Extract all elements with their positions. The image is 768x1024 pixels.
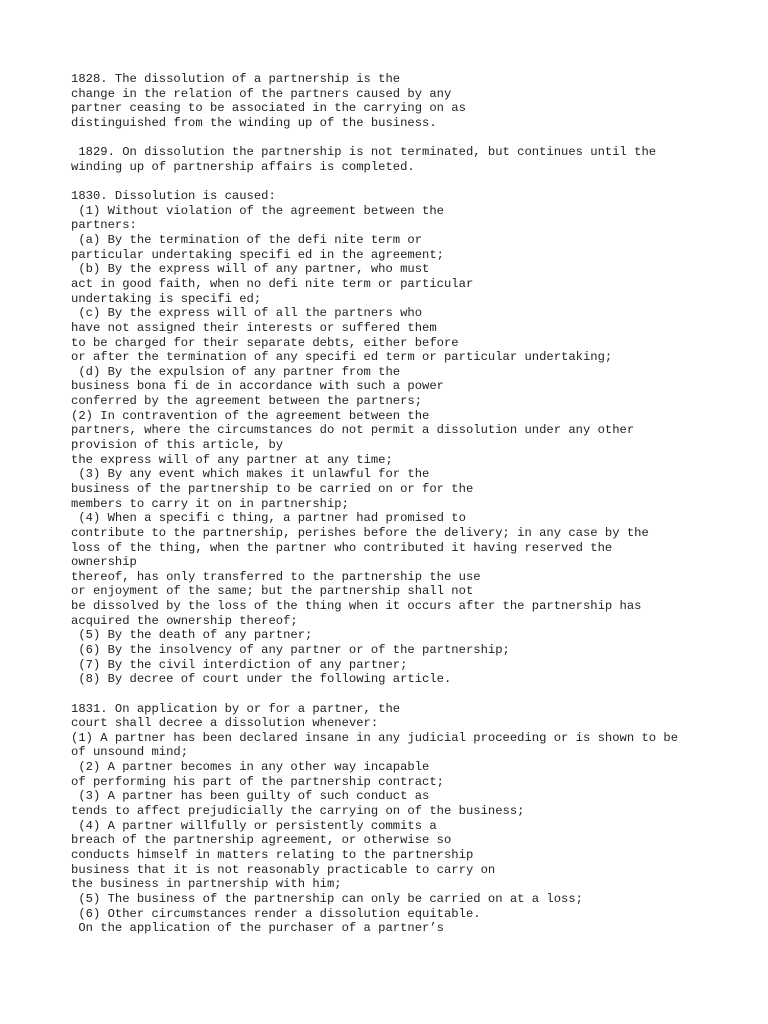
- text-line: court shall decree a dissolution whenever:: [71, 716, 379, 731]
- text-line: tends to affect prejudicially the carrying on of the business;: [71, 804, 525, 819]
- text-line: partners, where the circumstances do not permit a dissolution under any other: [71, 423, 635, 438]
- text-line: loss of the thing, when the partner who contributed it having reserved the: [71, 540, 613, 555]
- text-line: (2) A partner becomes in any other way incapable: [71, 760, 430, 775]
- text-line: (6) By the insolvency of any partner or of the partnership;: [71, 642, 510, 657]
- text-line: have not assigned their interests or suffered them: [71, 320, 437, 335]
- text-line: business bona fi de in accordance with such a power: [71, 379, 444, 394]
- text-line: (3) By any event which makes it unlawful for the: [71, 467, 430, 482]
- text-line: partners:: [71, 218, 137, 233]
- text-line: provision of this article, by: [71, 438, 284, 453]
- document-paragraph: [71, 702, 751, 936]
- text-line: or enjoyment of the same; but the partnership shall not: [71, 584, 474, 599]
- text-line: (4) A partner willfully or persistently commits a: [71, 818, 437, 833]
- text-line: partner ceasing to be associated in the carrying on as: [71, 101, 466, 116]
- text-line: undertaking is specifi ed;: [71, 291, 262, 306]
- text-line: of unsound mind;: [71, 745, 189, 760]
- text-line: contribute to the partnership, perishes before the delivery; in any case by the: [71, 525, 649, 540]
- text-line: (3) A partner has been guilty of such conduct as: [71, 789, 430, 804]
- text-line: winding up of partnership affairs is completed.: [71, 159, 415, 174]
- text-line: breach of the partnership agreement, or otherwise so: [71, 833, 452, 848]
- text-line: 1828. The dissolution of a partnership is the: [71, 72, 401, 86]
- text-line: the express will of any partner at any time;: [71, 452, 393, 467]
- text-line: (a) By the termination of the defi nite term or: [71, 233, 423, 248]
- text-line: (5) By the death of any partner;: [71, 628, 313, 643]
- document-paragraph: [71, 145, 751, 174]
- text-line: particular undertaking specifi ed in the agreement;: [71, 247, 444, 262]
- text-line: the business in partnership with him;: [71, 877, 342, 892]
- text-line: act in good faith, when no defi nite term or particular: [71, 276, 474, 291]
- text-line: of performing his part of the partnership contract;: [71, 774, 444, 789]
- text-line: (8) By decree of court under the following article.: [71, 672, 452, 687]
- text-line: 1831. On application by or for a partner, the: [71, 701, 401, 716]
- text-line: (5) The business of the partnership can only be carried on at a loss;: [71, 891, 583, 906]
- text-line: (c) By the express will of all the partners who: [71, 306, 423, 321]
- text-line: (d) By the expulsion of any partner from the: [71, 364, 401, 379]
- text-line: 1829. On dissolution the partnership is not terminated, but continues until the: [71, 145, 657, 160]
- text-line: change in the relation of the partners caused by any: [71, 86, 452, 101]
- text-line: business that it is not reasonably practicable to carry on: [71, 862, 496, 877]
- text-line: or after the termination of any specifi ed term or particular undertaking;: [71, 350, 613, 365]
- text-line: acquired the ownership thereof;: [71, 613, 298, 628]
- text-line: conferred by the agreement between the partners;: [71, 394, 423, 409]
- text-line: (6) Other circumstances render a dissolution equitable.: [71, 906, 481, 921]
- text-line: (1) Without violation of the agreement between the: [71, 203, 444, 218]
- text-line: to be charged for their separate debts, either before: [71, 335, 459, 350]
- text-line: On the application of the purchaser of a partner’s: [71, 921, 444, 936]
- text-line: (1) A partner has been declared insane in any judicial proceeding or is shown to be: [71, 730, 679, 745]
- text-line: (2) In contravention of the agreement between the: [71, 408, 430, 423]
- document-paragraph: [71, 189, 751, 687]
- text-line: distinguished from the winding up of the business.: [71, 115, 437, 130]
- document-page: [71, 72, 751, 936]
- text-line: be dissolved by the loss of the thing when it occurs after the partnership has: [71, 599, 642, 614]
- text-line: thereof, has only transferred to the partnership the use: [71, 569, 481, 584]
- text-line: (4) When a specifi c thing, a partner had promised to: [71, 511, 466, 526]
- text-line: ownership: [71, 555, 137, 570]
- text-line: business of the partnership to be carried on or for the: [71, 481, 474, 496]
- text-line: conducts himself in matters relating to the partnership: [71, 847, 474, 862]
- document-paragraph: [71, 72, 751, 131]
- text-line: 1830. Dissolution is caused:: [71, 189, 276, 204]
- text-line: members to carry it on in partnership;: [71, 496, 349, 511]
- text-line: (7) By the civil interdiction of any partner;: [71, 657, 408, 672]
- text-line: (b) By the express will of any partner, who must: [71, 262, 430, 277]
